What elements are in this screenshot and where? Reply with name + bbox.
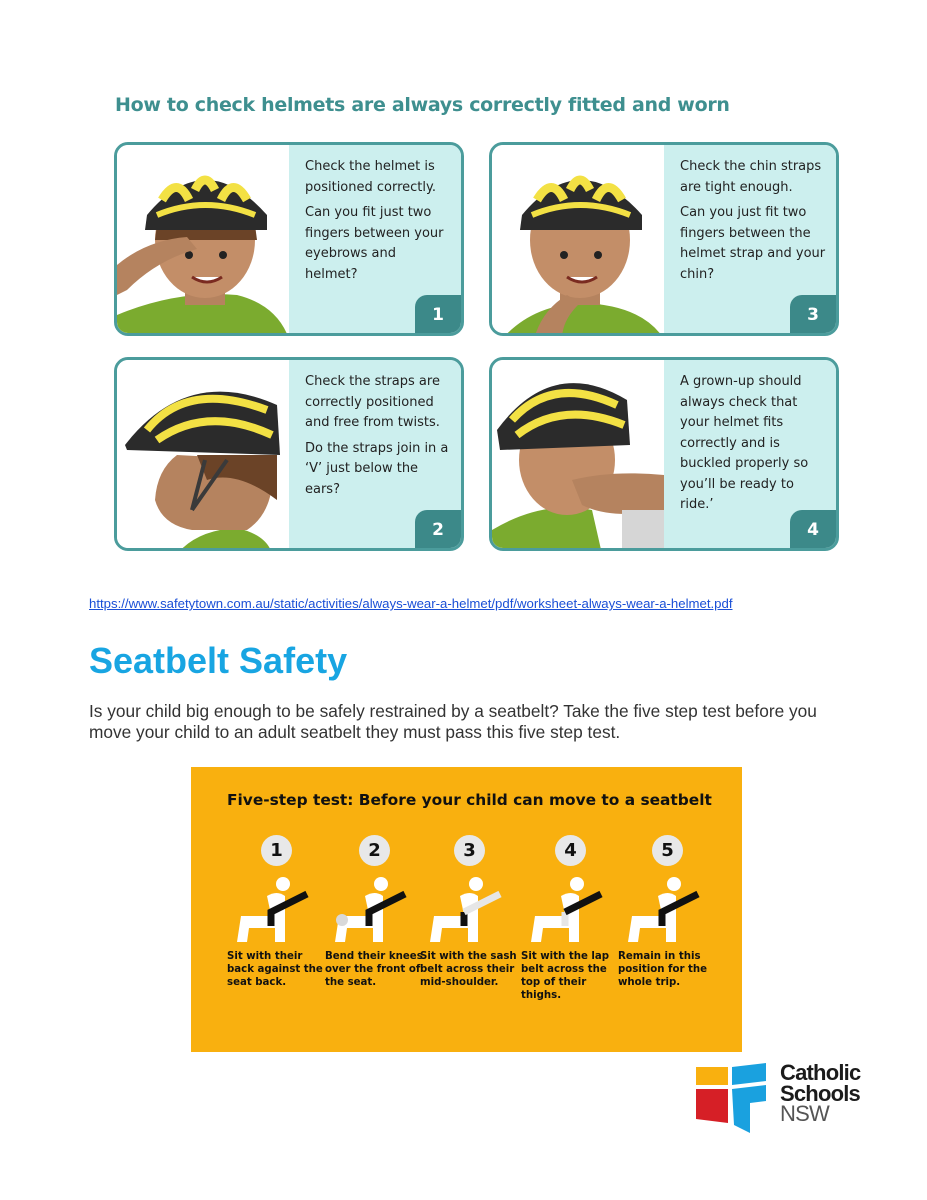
step-number-badge: 2 [359,835,390,866]
step-2 [325,835,425,989]
cross-logo-icon [694,1063,770,1135]
five-step-test-panel [191,767,742,1052]
card-question: Do the straps join in a ‘V’ just below the ears? [305,440,449,497]
card-number-badge: 2 [415,510,461,548]
helmet-card-3 [489,142,839,336]
card-question: Can you just fit two fingers between the helmet strap and your chin? [680,205,826,282]
card-text-panel [664,145,836,333]
logo-text-nsw: NSW [780,1101,829,1126]
helmet-illustration-side [117,360,289,548]
step-number-badge: 5 [652,835,683,866]
step-caption: Sit with the lap belt across the top of their thighs. [521,951,610,1001]
source-link[interactable]: https://www.safetytown.com.au/static/activities/always-wear-a-helmet/pdf/worksheet-always-wear-a-helmet.pdf [89,596,733,611]
card-text-panel [289,360,461,548]
seat-figure-icon [227,876,317,942]
card-number-badge: 1 [415,295,461,333]
step-caption: Sit with their back against the seat back. [227,951,323,988]
seatbelt-heading: Seatbelt Safety [89,640,348,681]
five-step-title: Five-step test: Before your child can move to a seatbelt [227,791,712,809]
card-instruction: Check the chin straps are tight enough. [680,159,822,195]
step-4 [521,835,621,1002]
helmet-card-4 [489,357,839,551]
step-5 [618,835,718,989]
card-instruction: Check the straps are correctly positioned and free from twists. [305,374,440,430]
helmet-card-1 [114,142,464,336]
catholic-schools-nsw-logo [694,1060,884,1135]
step-caption: Bend their knees over the front of the seat. [325,951,423,988]
card-instruction: A grown-up should always check that your helmet fits correctly and is buckled properly so you’ll be ready to ride.’ [680,374,809,512]
seatbelt-intro-text: Is your child big enough to be safely restrained by a seatbelt? Take the five step test before you move your child to an adult seatbelt they must pass this five step test. [89,701,817,742]
helmet-illustration-front [117,145,289,333]
helmet-card-2 [114,357,464,551]
seat-figure-icon [420,876,510,942]
card-number-badge: 4 [790,510,836,548]
step-caption: Remain in this position for the whole trip. [618,951,708,988]
seat-figure-icon [521,876,611,942]
step-caption: Sit with the sash belt across their mid-shoulder. [420,951,517,988]
step-number-badge: 1 [261,835,292,866]
card-question: Can you fit just two fingers between your eyebrows and helmet? [305,205,444,282]
step-1 [227,835,327,989]
card-text-panel [289,145,461,333]
step-number-badge: 4 [555,835,586,866]
seat-figure-icon [618,876,708,942]
logo-text-catholic: Catholic [780,1060,861,1085]
logo-text-schools: Schools [780,1080,860,1106]
step-3 [420,835,520,989]
card-number-badge: 3 [790,295,836,333]
seat-figure-icon [325,876,415,942]
helmet-illustration-adult-check [492,360,664,548]
helmet-section-title: How to check helmets are always correctly fitted and worn [115,94,730,116]
card-instruction: Check the helmet is positioned correctly. [305,159,436,195]
helmet-illustration-chin [492,145,664,333]
step-number-badge: 3 [454,835,485,866]
card-text-panel [664,360,836,548]
